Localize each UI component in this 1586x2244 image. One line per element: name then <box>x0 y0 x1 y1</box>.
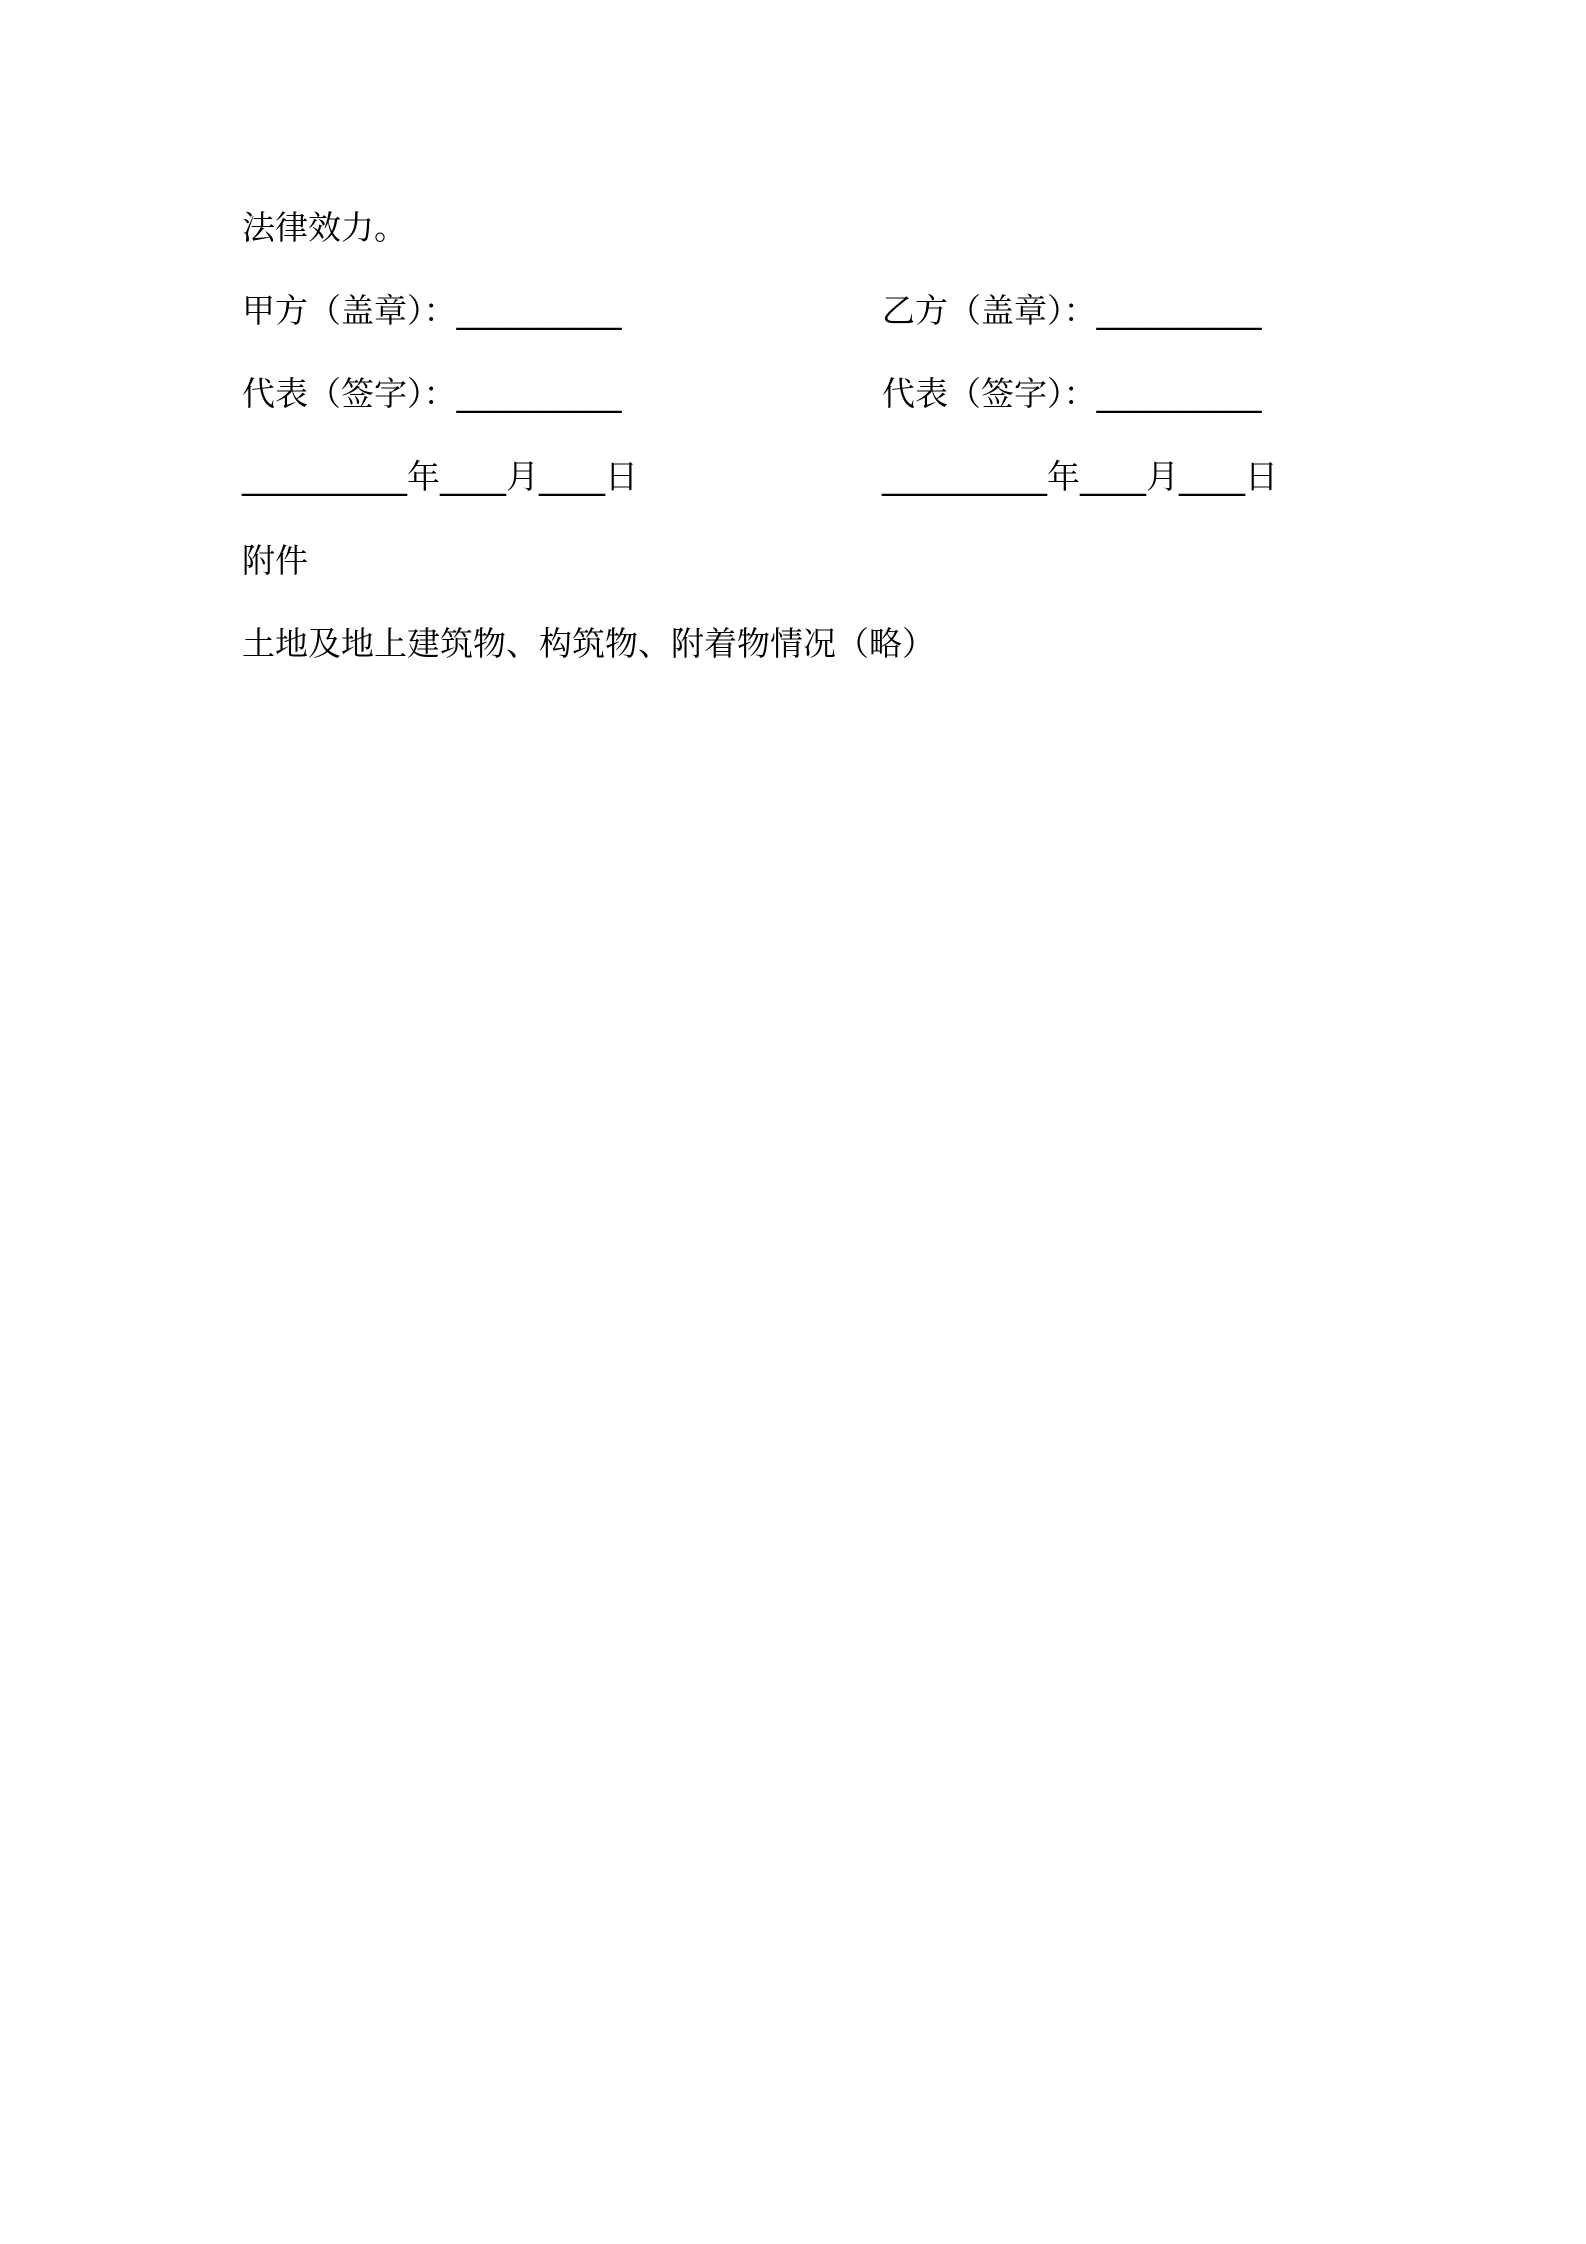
party-b-seal-line: 乙方（盖章）：__________ <box>882 291 1262 330</box>
party-b-representative-line: 代表（签字）：__________ <box>882 374 1262 413</box>
attachment-description: 土地及地上建筑物、构筑物、附着物情况（略） <box>242 624 935 663</box>
party-a-seal-line: 甲方（盖章）：__________ <box>242 291 622 330</box>
attachment-title: 附件 <box>242 541 308 580</box>
party-a-representative-line: 代表（签字）：__________ <box>242 374 622 413</box>
continuation-text: 法律效力。 <box>242 208 407 247</box>
party-b-date-line: __________年____月____日 <box>882 457 1278 496</box>
party-a-date-line: __________年____月____日 <box>242 457 638 496</box>
